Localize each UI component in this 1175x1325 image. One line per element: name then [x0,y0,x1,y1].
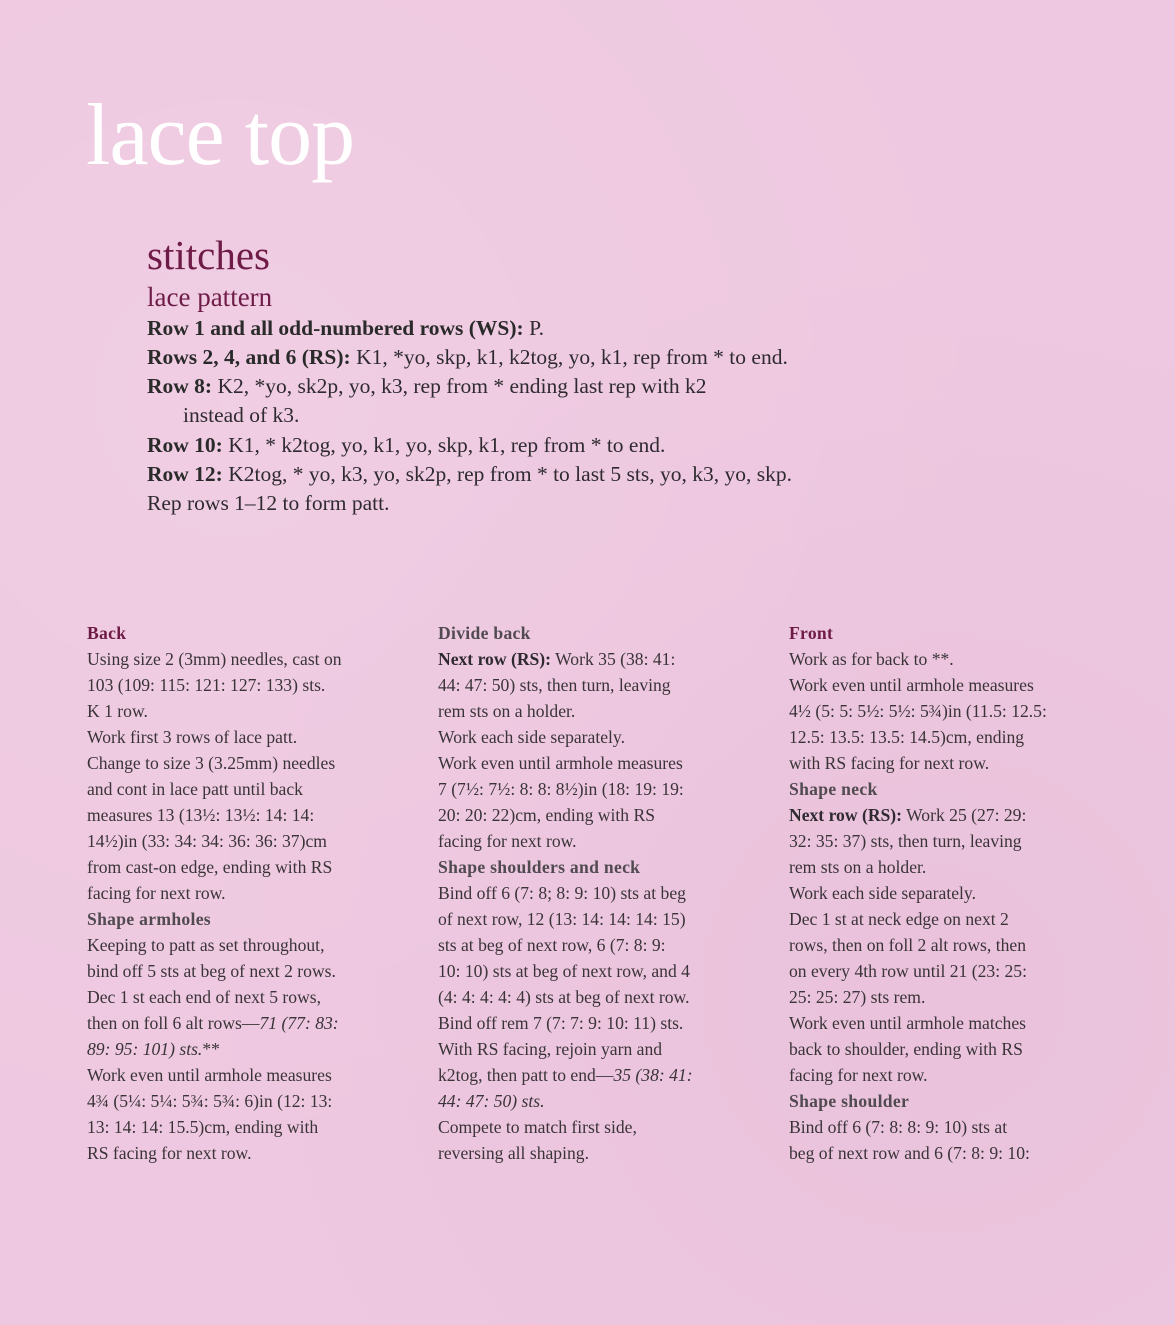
text-line: Next row (RS): Work 25 (27: 29: [789,805,1027,825]
stitches-section [147,232,1047,519]
text-line: Bind off 6 (7: 8; 8: 9: 10) sts at beg [438,883,686,903]
text-line: 4¾ (5¼: 5¼: 5¾: 5¾: 6)in (12: 13: [87,1091,333,1111]
text-line: Dec 1 st at neck edge on next 2 [789,909,1009,929]
text-line: 4½ (5: 5: 5½: 5½: 5¾)in (11.5: 12.5: [789,701,1047,721]
text-line: Work even until armhole measures [87,1065,332,1085]
text-line: 44: 47: 50) sts, then turn, leaving [438,675,671,695]
front-column [789,620,1109,1166]
stitches-heading: stitches [147,232,270,278]
text-line: 20: 20: 22)cm, ending with RS [438,805,655,825]
text-line: K 1 row. [87,701,148,721]
divide-back-heading: Divide back [438,623,531,643]
text-line: With RS facing, rejoin yarn and [438,1039,663,1059]
text-line: and cont in lace patt until back [87,779,303,799]
text-line: 14½)in (33: 34: 34: 36: 36: 37)cm [87,831,327,851]
text-line: with RS facing for next row. [789,753,990,773]
shape-shoulders-neck-heading: Shape shoulders and neck [438,857,641,877]
pattern-row-8: Row 8: K2, *yo, sk2p, yo, k3, rep from * ending last rep with k2 instead of k3. [147,374,707,428]
text-line: beg of next row and 6 (7: 8: 9: 10: [789,1143,1030,1163]
text-line: 103 (109: 115: 121: 127: 133) sts. [87,675,326,695]
lace-pattern-subheading: lace pattern [147,282,273,313]
text-line: rows, then on foll 2 alt rows, then [789,935,1026,955]
text-line: Bind off rem 7 (7: 7: 9: 10: 11) sts. [438,1013,684,1033]
text-line: of next row, 12 (13: 14: 14: 14: 15) [438,909,686,929]
text-line: back to shoulder, ending with RS [789,1039,1023,1059]
text-line: 10: 10) sts at beg of next row, and 4 [438,961,690,981]
text-line: 12.5: 13.5: 13.5: 14.5)cm, ending [789,727,1025,747]
pattern-repeat: Rep rows 1–12 to form patt. [147,491,390,516]
text-line: 32: 35: 37) sts, then turn, leaving [789,831,1022,851]
pattern-row-12: Row 12: K2tog, * yo, k3, yo, sk2p, rep from * to last 5 sts, yo, k3, yo, skp. [147,462,792,487]
text-line: 44: 47: 50) sts. [438,1091,545,1111]
shape-neck-heading: Shape neck [789,779,878,799]
text-line: 7 (7½: 7½: 8: 8: 8½)in (18: 19: 19: [438,779,684,799]
text-line: facing for next row. [789,1065,928,1085]
text-line: 13: 14: 14: 15.5)cm, ending with [87,1117,319,1137]
pattern-row-10: Row 10: K1, * k2tog, yo, k1, yo, skp, k1, rep from * to end. [147,432,666,457]
text-line: bind off 5 sts at beg of next 2 rows. [87,961,336,981]
divide-back-column [438,620,758,1166]
text-line: Work each side separately. [438,727,625,747]
shape-shoulder-heading: Shape shoulder [789,1091,910,1111]
text-line: Bind off 6 (7: 8: 8: 9: 10) sts at [789,1117,1008,1137]
text-line: on every 4th row until 21 (23: 25: [789,961,1027,981]
text-line: rem sts on a holder. [438,701,576,721]
text-line: Dec 1 st each end of next 5 rows, [87,987,322,1007]
text-line: Using size 2 (3mm) needles, cast on [87,649,342,669]
text-line: Work each side separately. [789,883,976,903]
page-title: lace top [86,87,355,184]
text-line: Work even until armhole measures [438,753,683,773]
text-line: Change to size 3 (3.25mm) needles [87,753,336,773]
text-line: 25: 25: 27) sts rem. [789,987,926,1007]
text-line: Work even until armhole matches [789,1013,1026,1033]
text-line: rem sts on a holder. [789,857,927,877]
text-line: Compete to match first side, [438,1117,637,1137]
front-heading: Front [789,623,834,643]
text-line: k2tog, then patt to end—35 (38: 41: [438,1065,693,1085]
text-line: from cast-on edge, ending with RS [87,857,333,877]
text-line: Work first 3 rows of lace patt. [87,727,298,747]
text-line: facing for next row. [438,831,577,851]
text-line: Next row (RS): Work 35 (38: 41: [438,649,676,669]
back-heading: Back [87,623,127,643]
text-line: Work as for back to **. [789,649,954,669]
text-line: Work even until armhole measures [789,675,1034,695]
text-line: RS facing for next row. [87,1143,252,1163]
shape-armholes-heading: Shape armholes [87,909,211,929]
text-line: then on foll 6 alt rows—71 (77: 83: [87,1013,339,1033]
back-column [87,620,407,1166]
text-line: reversing all shaping. [438,1143,589,1163]
text-line: 89: 95: 101) sts.** [87,1039,220,1059]
text-line: Keeping to patt as set throughout, [87,935,325,955]
text-line: (4: 4: 4: 4: 4) sts at beg of next row. [438,987,690,1007]
pattern-row-1: Row 1 and all odd-numbered rows (WS): P. [147,315,545,340]
text-line: sts at beg of next row, 6 (7: 8: 9: [438,935,666,955]
pattern-row-2-4-6: Rows 2, 4, and 6 (RS): K1, *yo, skp, k1, k2tog, yo, k1, rep from * to end. [147,344,788,369]
text-line: measures 13 (13½: 13½: 14: 14: [87,805,315,825]
text-line: facing for next row. [87,883,226,903]
